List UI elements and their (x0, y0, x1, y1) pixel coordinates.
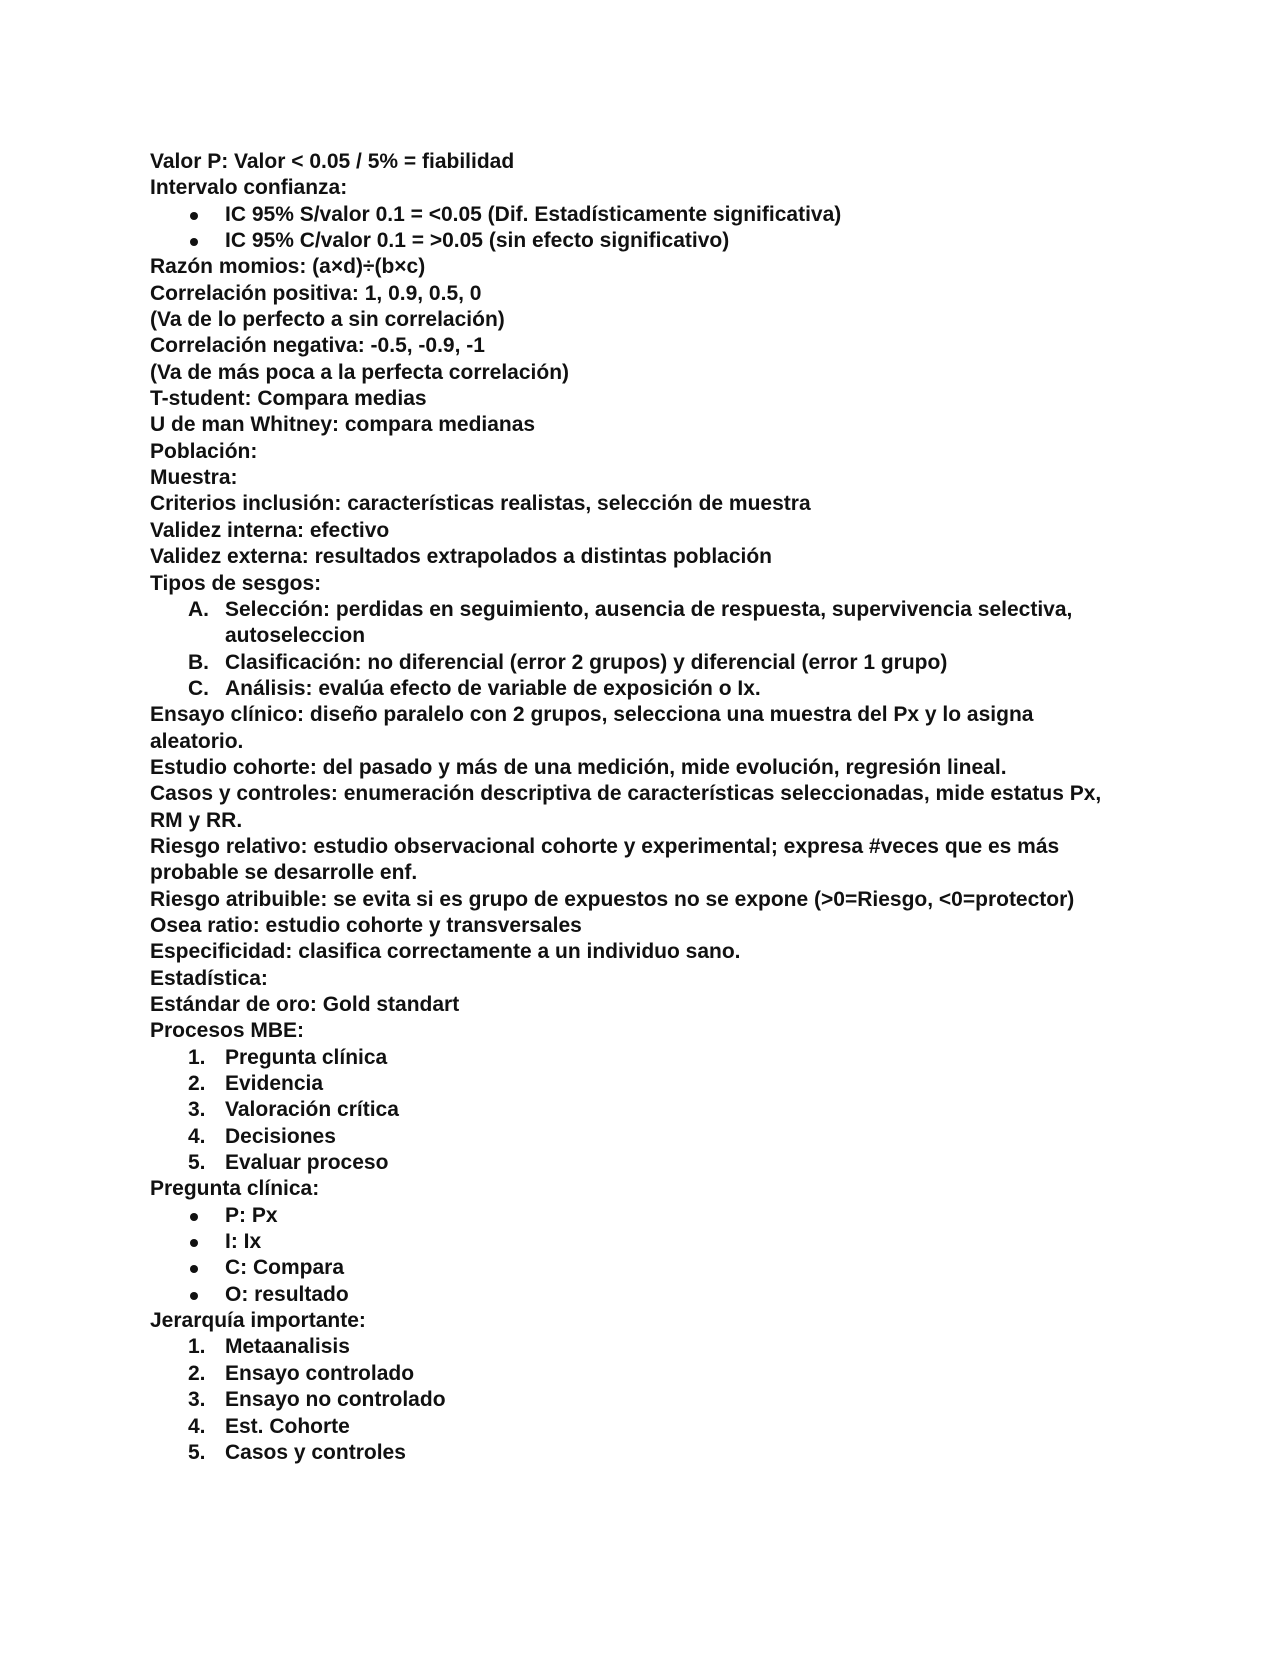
mbe-title: Procesos MBE: (150, 1019, 305, 1043)
p-value-line: Valor P: Valor < 0.05 / 5% = fiabilidad (150, 150, 515, 173)
list-item: C: Compara (150, 1255, 1130, 1281)
corr-positive-line: Correlación positiva: 1, 0.9, 0.5, 0 (150, 281, 482, 305)
list-item: IC 95% S/valor 0.1 = <0.05 (Dif. Estadísticamente significativa) (150, 202, 1130, 228)
pico-list (150, 1203, 1130, 1308)
external-validity-line: Validez externa: resultados extrapolados a distintas población (150, 545, 773, 569)
list-item: 2. Evidencia (188, 1072, 324, 1096)
population-line: Población: (150, 439, 258, 463)
list-item: A. Selección: perdidas en seguimiento, ausencia de respuesta, supervivencia selectiva, autoseleccion (188, 597, 1073, 648)
list-item: 4. Decisiones (188, 1124, 336, 1148)
mbe-list (150, 1045, 1130, 1177)
list-item: 2. Ensayo controlado (188, 1361, 415, 1385)
clinical-question-title: Pregunta clínica: (150, 1177, 320, 1201)
bullet-icon (190, 1292, 198, 1300)
hierarchy-list (150, 1334, 1130, 1466)
list-item: 1. Metaanalisis (188, 1335, 350, 1359)
corr-negative-note: (Va de más poca a la perfecta correlación) (150, 360, 570, 384)
bullet-icon (190, 1213, 198, 1221)
list-item: 5. Casos y controles (188, 1440, 406, 1464)
interval-title: Intervalo confianza: (150, 176, 348, 200)
list-item: 5. Evaluar proceso (188, 1151, 389, 1175)
gold-standard-line: Estándar de oro: Gold standart (150, 993, 460, 1016)
cases-controls-line: Casos y controles: enumeración descriptiva de características seleccionadas, mide estatus Px, RM y RR. (150, 782, 1102, 832)
cohort-line: Estudio cohorte: del pasado y más de una medición, mide evolución, regresión lineal. (150, 755, 1007, 779)
bullet-icon (190, 238, 198, 246)
corr-positive-note: (Va de lo perfecto a sin correlación) (150, 308, 505, 332)
bias-list (150, 597, 1130, 702)
list-item: 3. Valoración crítica (188, 1098, 399, 1122)
bullet-icon (190, 212, 198, 220)
sample-line: Muestra: (150, 466, 238, 490)
mann-whitney-line: U de man Whitney: compara medianas (150, 413, 536, 437)
odds-ratio-line: Razón momios: (a×d)÷(b×c) (150, 255, 426, 279)
corr-negative-line: Correlación negativa: -0.5, -0.9, -1 (150, 334, 485, 358)
list-item: 3. Ensayo no controlado (188, 1388, 446, 1412)
list-item: 1. Pregunta clínica (188, 1045, 388, 1069)
internal-validity-line: Validez interna: efectivo (150, 518, 390, 542)
list-item: I: Ix (150, 1229, 1130, 1255)
inclusion-line: Criterios inclusión: características realistas, selección de muestra (150, 492, 811, 516)
list-item: 4. Est. Cohorte (188, 1414, 350, 1438)
document-page (150, 149, 1130, 1466)
list-item: O: resultado (150, 1282, 1130, 1308)
clinical-trial-line: Ensayo clínico: diseño paralelo con 2 grupos, selecciona una muestra del Px y lo asigna aleatorio. (150, 703, 1034, 753)
relative-risk-line: Riesgo relativo: estudio observacional cohorte y experimental; expresa #veces que es más probable se desarrolle enf. (150, 834, 1060, 885)
bullet-icon (190, 1265, 198, 1273)
attributable-risk-line: Riesgo atribuible: se evita si es grupo de expuestos no se expone (>0=Riesgo, <0=protector) (150, 887, 1075, 911)
bullet-icon (190, 1239, 198, 1247)
bias-title: Tipos de sesgos: (150, 571, 322, 595)
hierarchy-title: Jerarquía importante: (150, 1309, 366, 1333)
list-item: B. Clasificación: no diferencial (error 2 grupos) y diferencial (error 1 grupo) (188, 650, 948, 674)
list-item: P: Px (150, 1203, 1130, 1229)
list-item: IC 95% C/valor 0.1 = >0.05 (sin efecto significativo) (150, 228, 1130, 254)
ic-list (150, 202, 1130, 255)
tstudent-line: T-student: Compara medias (150, 387, 427, 411)
osea-ratio-line: Osea ratio: estudio cohorte y transversales (150, 913, 582, 937)
specificity-line: Especificidad: clasifica correctamente a un individuo sano. (150, 940, 741, 964)
statistics-line: Estadística: (150, 966, 268, 990)
list-item: C. Análisis: evalúa efecto de variable de exposición o Ix. (188, 676, 761, 700)
